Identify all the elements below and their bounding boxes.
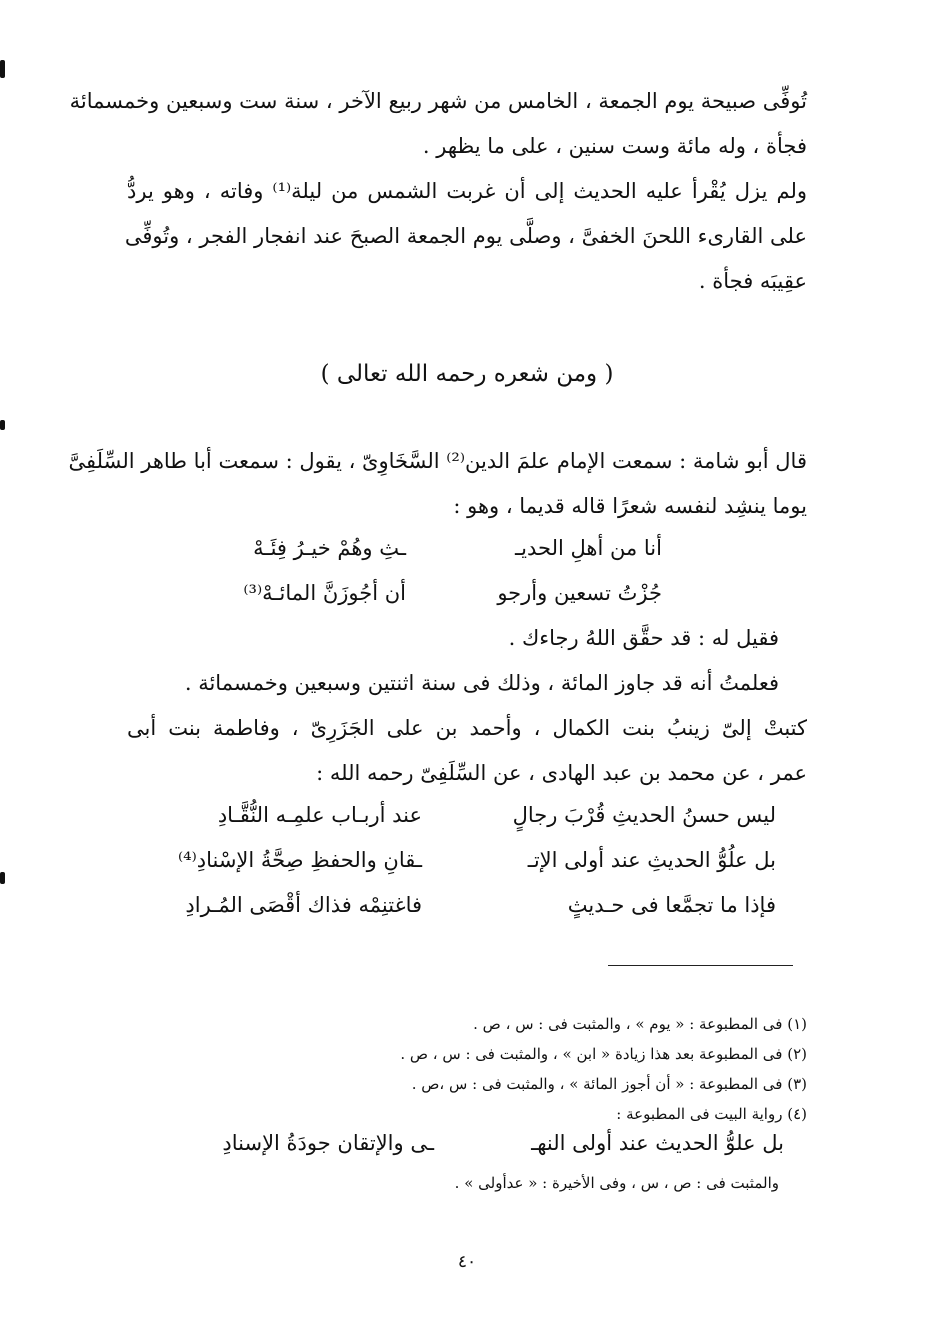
scan-edge-mark — [0, 420, 5, 430]
verse-second-hemistich: أن أجُوزَنَّ المائـهْ⁽³⁾ — [243, 581, 406, 605]
paragraph-line: تُوفِّى صبيحة يوم الجمعة ، الخامس من شهر ربيع الآخر ، سنة ست وسبعين وخمسمائة — [69, 89, 807, 113]
scan-edge-mark — [0, 872, 5, 884]
section-heading: ( ومن شعره رحمه الله تعالى ) — [320, 361, 614, 387]
page-number: ٤٠ — [457, 1252, 477, 1272]
paragraph-line: فقيل له : قد حقَّق اللهُ رجاءك . — [508, 626, 779, 650]
verse-second-hemistich: ـثِ وهُمْ خيـرُ فِئَـهْ — [253, 536, 406, 560]
verse-first-hemistich: بل علُوُّ الحديثِ عند أولى الإتـ — [527, 848, 776, 872]
paragraph-line: عمر ، عن محمد بن عبد الهادى ، عن السِّلَفِىّ رحمه الله : — [316, 761, 807, 785]
verse-second-hemistich: ـقانِ والحفظِ صِحَّةُ الإسْنادِ⁽⁴⁾ — [178, 848, 422, 872]
paragraph-line: فعلمتُ أنه قد جاوز المائة ، وذلك فى سنة اثنتين وسبعين وخمسمائة . — [184, 671, 779, 695]
paragraph-line: كتبتْ إلىّ زينبُ بنت الكمال ، وأحمد بن على الجَزَرِىّ ، وفاطمة بنت أبى — [127, 716, 807, 740]
verse-second-hemistich: فاغتنِمْه فذاك أقْصَى المُـرادِ — [185, 893, 422, 917]
paragraph-line: قال أبو شامة : سمعت الإمام علمَ الدين⁽²⁾ السَّخَاوِىّ ، يقول : سمعت أبا طاهر السِّلَفِىَّ — [68, 449, 807, 473]
verse-second-hemistich: ـى والإتقان جودَةُ الإسنادِ — [222, 1131, 434, 1155]
footnote: (٢) فى المطبوعة بعد هذا زيادة « ابن » ، والمثبت فى : س ، ص . — [400, 1045, 807, 1063]
verse-first-hemistich: جُزْتُ تسعين وأرجو — [497, 581, 662, 605]
verse-second-hemistich: عند أربـاب علمِـه النُّقَّـادِ — [217, 803, 422, 827]
paragraph-line: ولم يزل يُقْرأ عليه الحديث إلى أن غربت الشمس من ليلة⁽¹⁾ وفاته ، وهو يردُّ — [127, 179, 808, 203]
scan-edge-mark — [0, 60, 5, 78]
paragraph-line: يوما ينشِد لنفسه شعرًا قاله قديما ، وهو : — [453, 494, 807, 518]
footnote: والمثبت فى : ص ، س ، وفى الأخيرة : « عدأولى » . — [454, 1174, 779, 1192]
footnote: (١) فى المطبوعة : « يوم » ، والمثبت فى : س ، ص . — [473, 1015, 807, 1033]
verse-first-hemistich: بل علوُّ الحديث عند أولى النهـ — [531, 1131, 784, 1155]
verse-first-hemistich: فإذا ما تجمَّعا فى حـديثٍ — [567, 893, 776, 917]
footnote: (٣) فى المطبوعة : « أن أجوز المائة » ، والمثبت فى : س ،ص . — [411, 1075, 807, 1093]
paragraph-line: على القارىء اللحنَ الخفىَّ ، وصلَّى يوم الجمعة الصبحَ عند انفجار الفجر ، وتُوفِّى — [124, 224, 807, 248]
paragraph-line: فجأة ، وله مائة وست سنين ، على ما يظهر . — [422, 134, 807, 158]
footnote-separator — [608, 965, 793, 966]
verse-first-hemistich: أنا من أهلِ الحديـ — [515, 536, 662, 560]
verse-first-hemistich: ليس حسنُ الحديثِ قُرْبَ رجالٍ — [512, 803, 776, 827]
paragraph-line: عقِيبَه فجأة . — [698, 269, 807, 293]
footnote: (٤) رواية البيت فى المطبوعة : — [616, 1105, 807, 1123]
